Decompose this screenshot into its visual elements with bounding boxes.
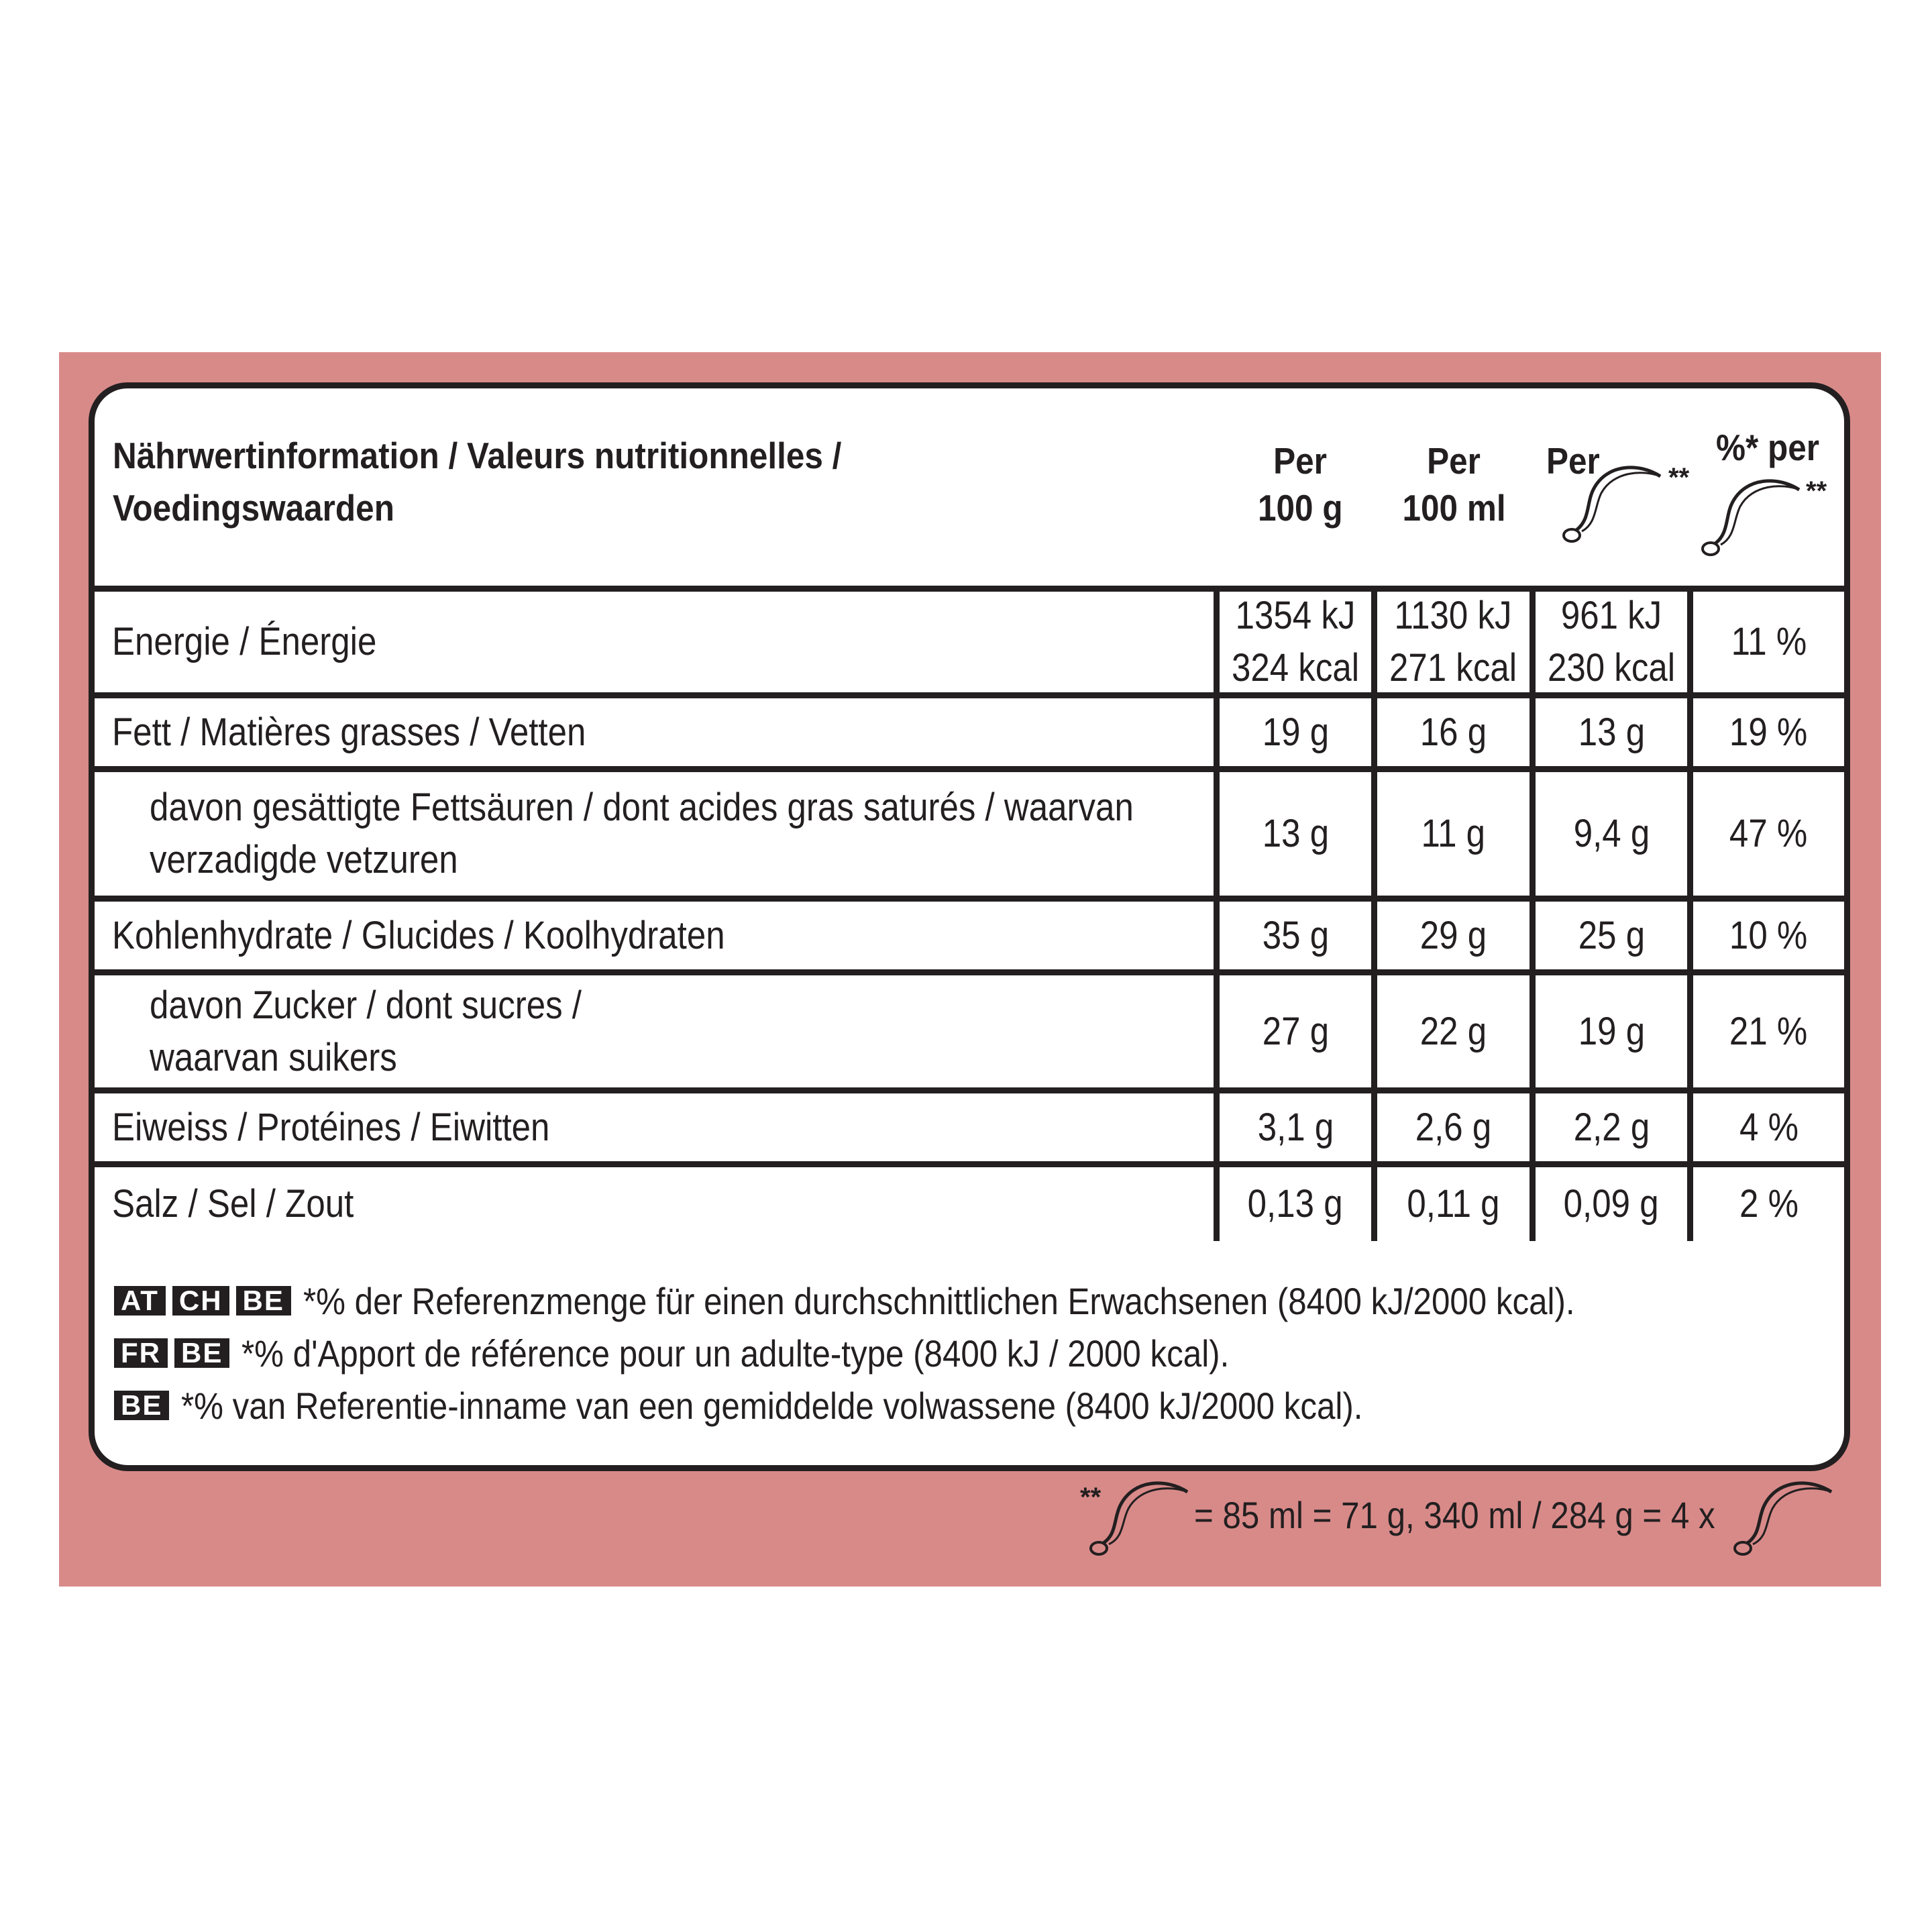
value-cell	[1214, 592, 1371, 692]
footnote-line	[114, 1327, 1791, 1379]
value-cell	[1371, 698, 1529, 766]
value-cell	[1371, 772, 1529, 896]
value-line: 13 g	[1262, 812, 1329, 855]
scoop-icon	[1560, 463, 1667, 550]
value-cell	[1371, 1167, 1529, 1241]
value-line: 10 %	[1729, 913, 1808, 957]
value-cell	[1687, 592, 1844, 692]
value-cell	[1214, 772, 1371, 896]
value-line: 230 kcal	[1547, 646, 1676, 690]
country-badge: BE	[236, 1286, 291, 1316]
table-row	[95, 698, 1844, 772]
portion-text: = 85 ml = 71 g, 340 ml / 284 g = 4 x	[1194, 1494, 1715, 1536]
value-line: 47 %	[1729, 812, 1808, 855]
value-line: 29 g	[1419, 913, 1487, 957]
value-cell	[1371, 592, 1529, 692]
value-line: 961 kJ	[1560, 594, 1662, 637]
value-line: 25 g	[1578, 913, 1645, 957]
value-cell	[1529, 698, 1687, 766]
footnote-text: *% van Referentie-inname van een gemiddelde volwassene (8400 kJ/2000 kcal).	[181, 1384, 1363, 1427]
table-row	[95, 902, 1844, 975]
reference-footnotes	[114, 1275, 1791, 1432]
portion-definition	[1080, 1476, 1845, 1563]
value-cell	[1214, 975, 1371, 1087]
value-cell	[1687, 975, 1844, 1087]
portion-footnote-mark: **	[1668, 463, 1690, 492]
value-line: 271 kcal	[1389, 646, 1517, 690]
value-line: 21 %	[1729, 1009, 1808, 1053]
value-cell	[1687, 698, 1844, 766]
footnote-line	[114, 1275, 1791, 1327]
row-label	[112, 902, 1199, 969]
title-line: Voedingswaarden	[113, 487, 394, 529]
value-cell	[1529, 975, 1687, 1087]
row-label-line: Eiweiss / Protéines / Eiwitten	[112, 1105, 550, 1149]
column-header-line: Per	[1273, 440, 1327, 482]
value-line: 4 %	[1739, 1105, 1799, 1149]
table-row	[95, 772, 1844, 902]
row-label-line: waarvan suikers	[150, 1035, 397, 1079]
row-label-line: Kohlenhydrate / Glucides / Koolhydraten	[112, 913, 725, 957]
value-line: 0,11 g	[1407, 1182, 1500, 1226]
column-header-line: Per	[1546, 440, 1600, 482]
value-line: 2,2 g	[1573, 1105, 1650, 1149]
row-label	[150, 772, 1236, 896]
portion-footnote-mark: **	[1080, 1483, 1102, 1512]
value-line: 35 g	[1262, 913, 1329, 957]
value-cell	[1371, 975, 1529, 1087]
value-line: 19 %	[1729, 710, 1808, 754]
row-label	[112, 698, 1199, 766]
title-line: Nährwertinformation / Valeurs nutritionnelles /	[113, 435, 842, 476]
column-header-line: Per	[1427, 440, 1481, 482]
table-row	[95, 1093, 1844, 1167]
value-cell	[1687, 1167, 1844, 1241]
scoop-icon	[1087, 1479, 1194, 1559]
value-line: 22 g	[1419, 1009, 1487, 1053]
value-line: 13 g	[1578, 710, 1645, 754]
row-label	[112, 592, 1199, 692]
value-line: 2,6 g	[1415, 1105, 1492, 1149]
value-line: 1354 kJ	[1235, 594, 1356, 637]
value-cell	[1529, 1167, 1687, 1241]
value-line: 0,13 g	[1248, 1182, 1343, 1226]
value-line: 11 g	[1421, 812, 1486, 855]
value-line: 19 g	[1262, 710, 1329, 754]
footnote-text: *% der Referenzmenge für einen durchschnittlichen Erwachsenen (8400 kJ/2000 kcal).	[303, 1279, 1575, 1322]
value-line: 1130 kJ	[1395, 594, 1512, 637]
column-header-per-100ml	[1403, 437, 1505, 531]
value-cell	[1687, 1093, 1844, 1161]
nutrition-table	[95, 586, 1844, 1241]
scoop-icon	[1699, 476, 1806, 564]
value-line: 11 %	[1731, 620, 1807, 663]
value-line: 0,09 g	[1564, 1182, 1659, 1226]
value-line: 3,1 g	[1257, 1105, 1334, 1149]
value-cell	[1687, 772, 1844, 896]
footnote-line	[114, 1379, 1791, 1432]
table-row	[95, 1167, 1844, 1241]
column-header-line: 100 g	[1258, 487, 1343, 529]
value-cell	[1371, 1093, 1529, 1161]
value-cell	[1214, 1093, 1371, 1161]
row-label	[150, 975, 1236, 1087]
column-header-per-100g	[1258, 437, 1342, 531]
row-label-line: davon gesättigte Fettsäuren / dont acides gras saturés / waarvan	[150, 786, 1134, 829]
table-title	[113, 429, 1018, 534]
value-line: 27 g	[1262, 1009, 1329, 1053]
row-label-line: davon Zucker / dont sucres /	[150, 983, 582, 1027]
country-badge: AT	[114, 1286, 166, 1316]
column-header-percent-per-portion	[1711, 424, 1825, 471]
row-label-line: Energie / Énergie	[112, 620, 377, 663]
column-header-line: %* per	[1715, 427, 1820, 468]
value-cell	[1214, 698, 1371, 766]
country-badge: BE	[174, 1338, 229, 1368]
footnote-text: *% d'Apport de référence pour un adulte-type (8400 kJ / 2000 kcal).	[241, 1332, 1230, 1375]
value-cell	[1371, 902, 1529, 969]
scoop-icon	[1731, 1479, 1838, 1559]
row-label	[112, 1167, 1199, 1241]
value-line: 16 g	[1419, 710, 1487, 754]
row-label-line: verzadigde vetzuren	[150, 838, 458, 881]
value-line: 9,4 g	[1573, 812, 1650, 855]
value-line: 324 kcal	[1231, 646, 1360, 690]
table-row	[95, 592, 1844, 698]
portion-footnote-mark: **	[1806, 476, 1827, 506]
value-cell	[1529, 902, 1687, 969]
row-label-line: Salz / Sel / Zout	[112, 1182, 354, 1226]
country-badge: FR	[114, 1338, 168, 1368]
row-label-line: Fett / Matières grasses / Vetten	[112, 710, 586, 754]
value-cell	[1529, 1093, 1687, 1161]
value-cell	[1214, 902, 1371, 969]
value-cell	[1214, 1167, 1371, 1241]
value-cell	[1687, 902, 1844, 969]
value-cell	[1529, 772, 1687, 896]
value-line: 19 g	[1578, 1009, 1645, 1053]
value-line: 2 %	[1739, 1182, 1799, 1226]
table-row	[95, 975, 1844, 1093]
column-header-line: 100 ml	[1402, 487, 1506, 529]
value-cell	[1529, 592, 1687, 692]
country-badge: BE	[114, 1391, 169, 1420]
row-label	[112, 1093, 1199, 1161]
country-badge: CH	[172, 1286, 229, 1316]
